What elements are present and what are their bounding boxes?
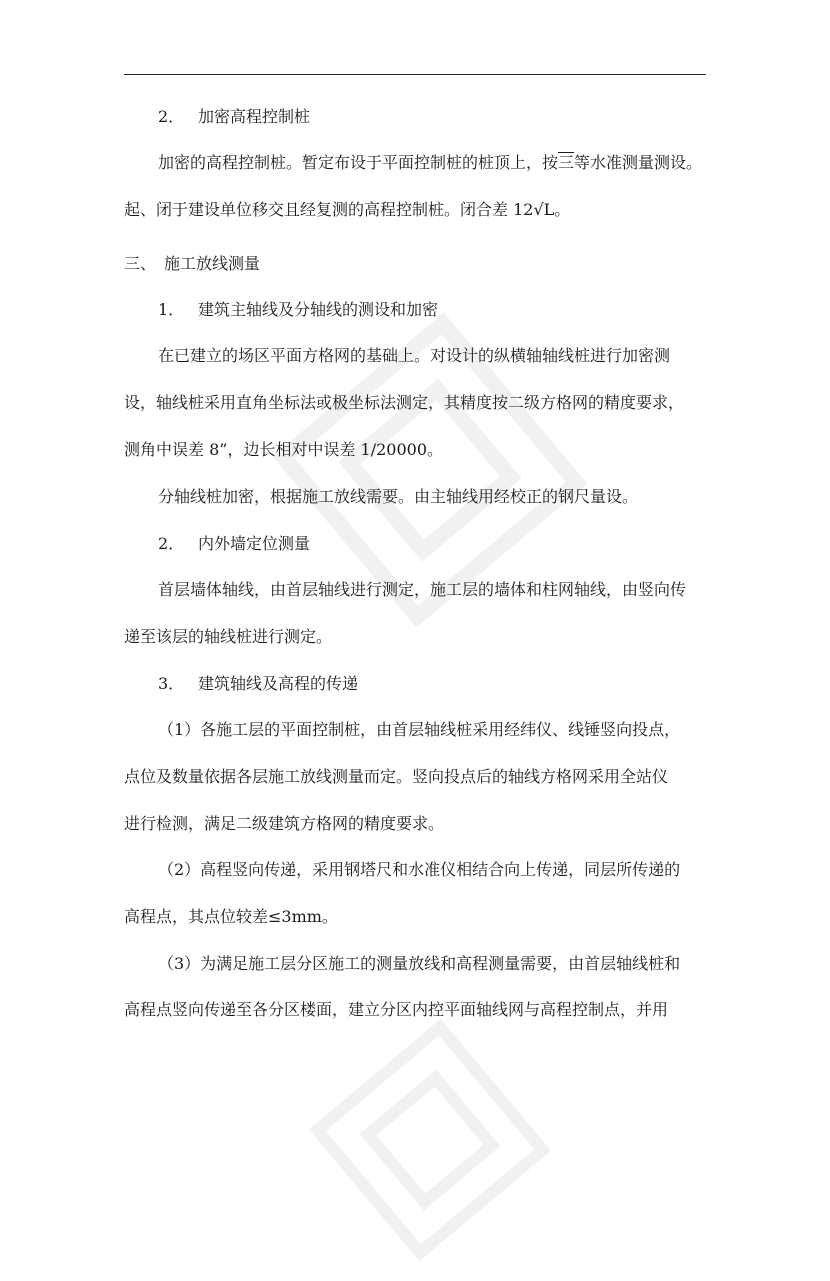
p1-text-c: 等水准测量测设。 bbox=[574, 153, 703, 172]
header-rule bbox=[124, 74, 706, 75]
s1-paragraph-line-3: 测角中误差 8”，边长相对中误差 1/20000。 bbox=[124, 440, 444, 459]
subsection-1-heading bbox=[158, 300, 438, 320]
s3-item-1-line-3: 进行检测，满足二级建筑方格网的精度要求。 bbox=[124, 814, 445, 833]
s1-paragraph-line-2: 设，轴线桩采用直角坐标法或极坐标法测定，其精度按二级方格网的精度要求， bbox=[124, 393, 685, 412]
subsection-1-number: 1． bbox=[158, 300, 185, 319]
paragraph-1-line-2 bbox=[124, 200, 570, 220]
subsection-2-heading bbox=[158, 534, 310, 554]
watermark-logo-bottom bbox=[289, 999, 571, 1281]
subsection-3-title: 建筑轴线及高程的传递 bbox=[198, 674, 359, 693]
subsection-2-title: 内外墙定位测量 bbox=[198, 534, 311, 553]
p1-text-b: 三 bbox=[558, 153, 575, 172]
s3-item-1-line-2: 点位及数量依据各层施工放线测量而定。竖向投点后的轴线方格网采用全站仪 bbox=[124, 767, 669, 786]
s3-item-3-line-2: 高程点竖向传递至各分区楼面，建立分区内控平面轴线网与高程控制点，并用 bbox=[124, 1000, 669, 1019]
s3-item-2-line-1: （2）高程竖向传递，采用钢塔尺和水准仪相结合向上传递，同层所传递的 bbox=[158, 860, 681, 879]
p1-text-d: 起、闭于建设单位移交且经复测的高程控制桩。闭合差 12 bbox=[124, 200, 534, 219]
section-3-heading bbox=[124, 254, 260, 274]
section-3-title: 施工放线测量 bbox=[164, 254, 261, 273]
paragraph-1-line-1 bbox=[158, 153, 702, 173]
subsection-1-title: 建筑主轴线及分轴线的测设和加密 bbox=[198, 300, 439, 319]
item2-heading bbox=[158, 107, 310, 127]
subsection-2-number: 2． bbox=[158, 534, 185, 553]
p1-text-a: 加密的高程控制桩。暂定布设于平面控制桩的桩顶上，按 bbox=[158, 153, 559, 172]
s1-paragraph-2: 分轴线桩加密，根据施工放线需要。由主轴线用经校正的钢尺量设。 bbox=[158, 487, 639, 506]
s2-paragraph-line-2: 递至该层的轴线桩进行测定。 bbox=[124, 627, 333, 646]
section-3-number: 三、 bbox=[124, 254, 157, 273]
s3-item-1-line-1: （1）各施工层的平面控制桩，由首层轴线桩采用经纬仪、线锤竖向投点， bbox=[158, 720, 681, 739]
p1-text-e: √L。 bbox=[533, 200, 571, 219]
s1-paragraph-line-1: 在已建立的场区平面方格网的基础上。对设计的纵横轴轴线桩进行加密测 bbox=[158, 346, 671, 365]
item2-title: 加密高程控制桩 bbox=[198, 107, 311, 126]
s2-paragraph-line-1: 首层墙体轴线，由首层轴线进行测定，施工层的墙体和柱网轴线，由竖向传 bbox=[158, 580, 687, 599]
subsection-3-number: 3． bbox=[158, 674, 185, 693]
subsection-3-heading bbox=[158, 674, 358, 694]
item2-number: 2． bbox=[158, 107, 185, 126]
s3-item-3-line-1: （3）为满足施工层分区施工的测量放线和高程测量需要，由首层轴线桩和 bbox=[158, 954, 681, 973]
s3-item-2-line-2: 高程点，其点位较差≤3mm。 bbox=[124, 907, 338, 926]
